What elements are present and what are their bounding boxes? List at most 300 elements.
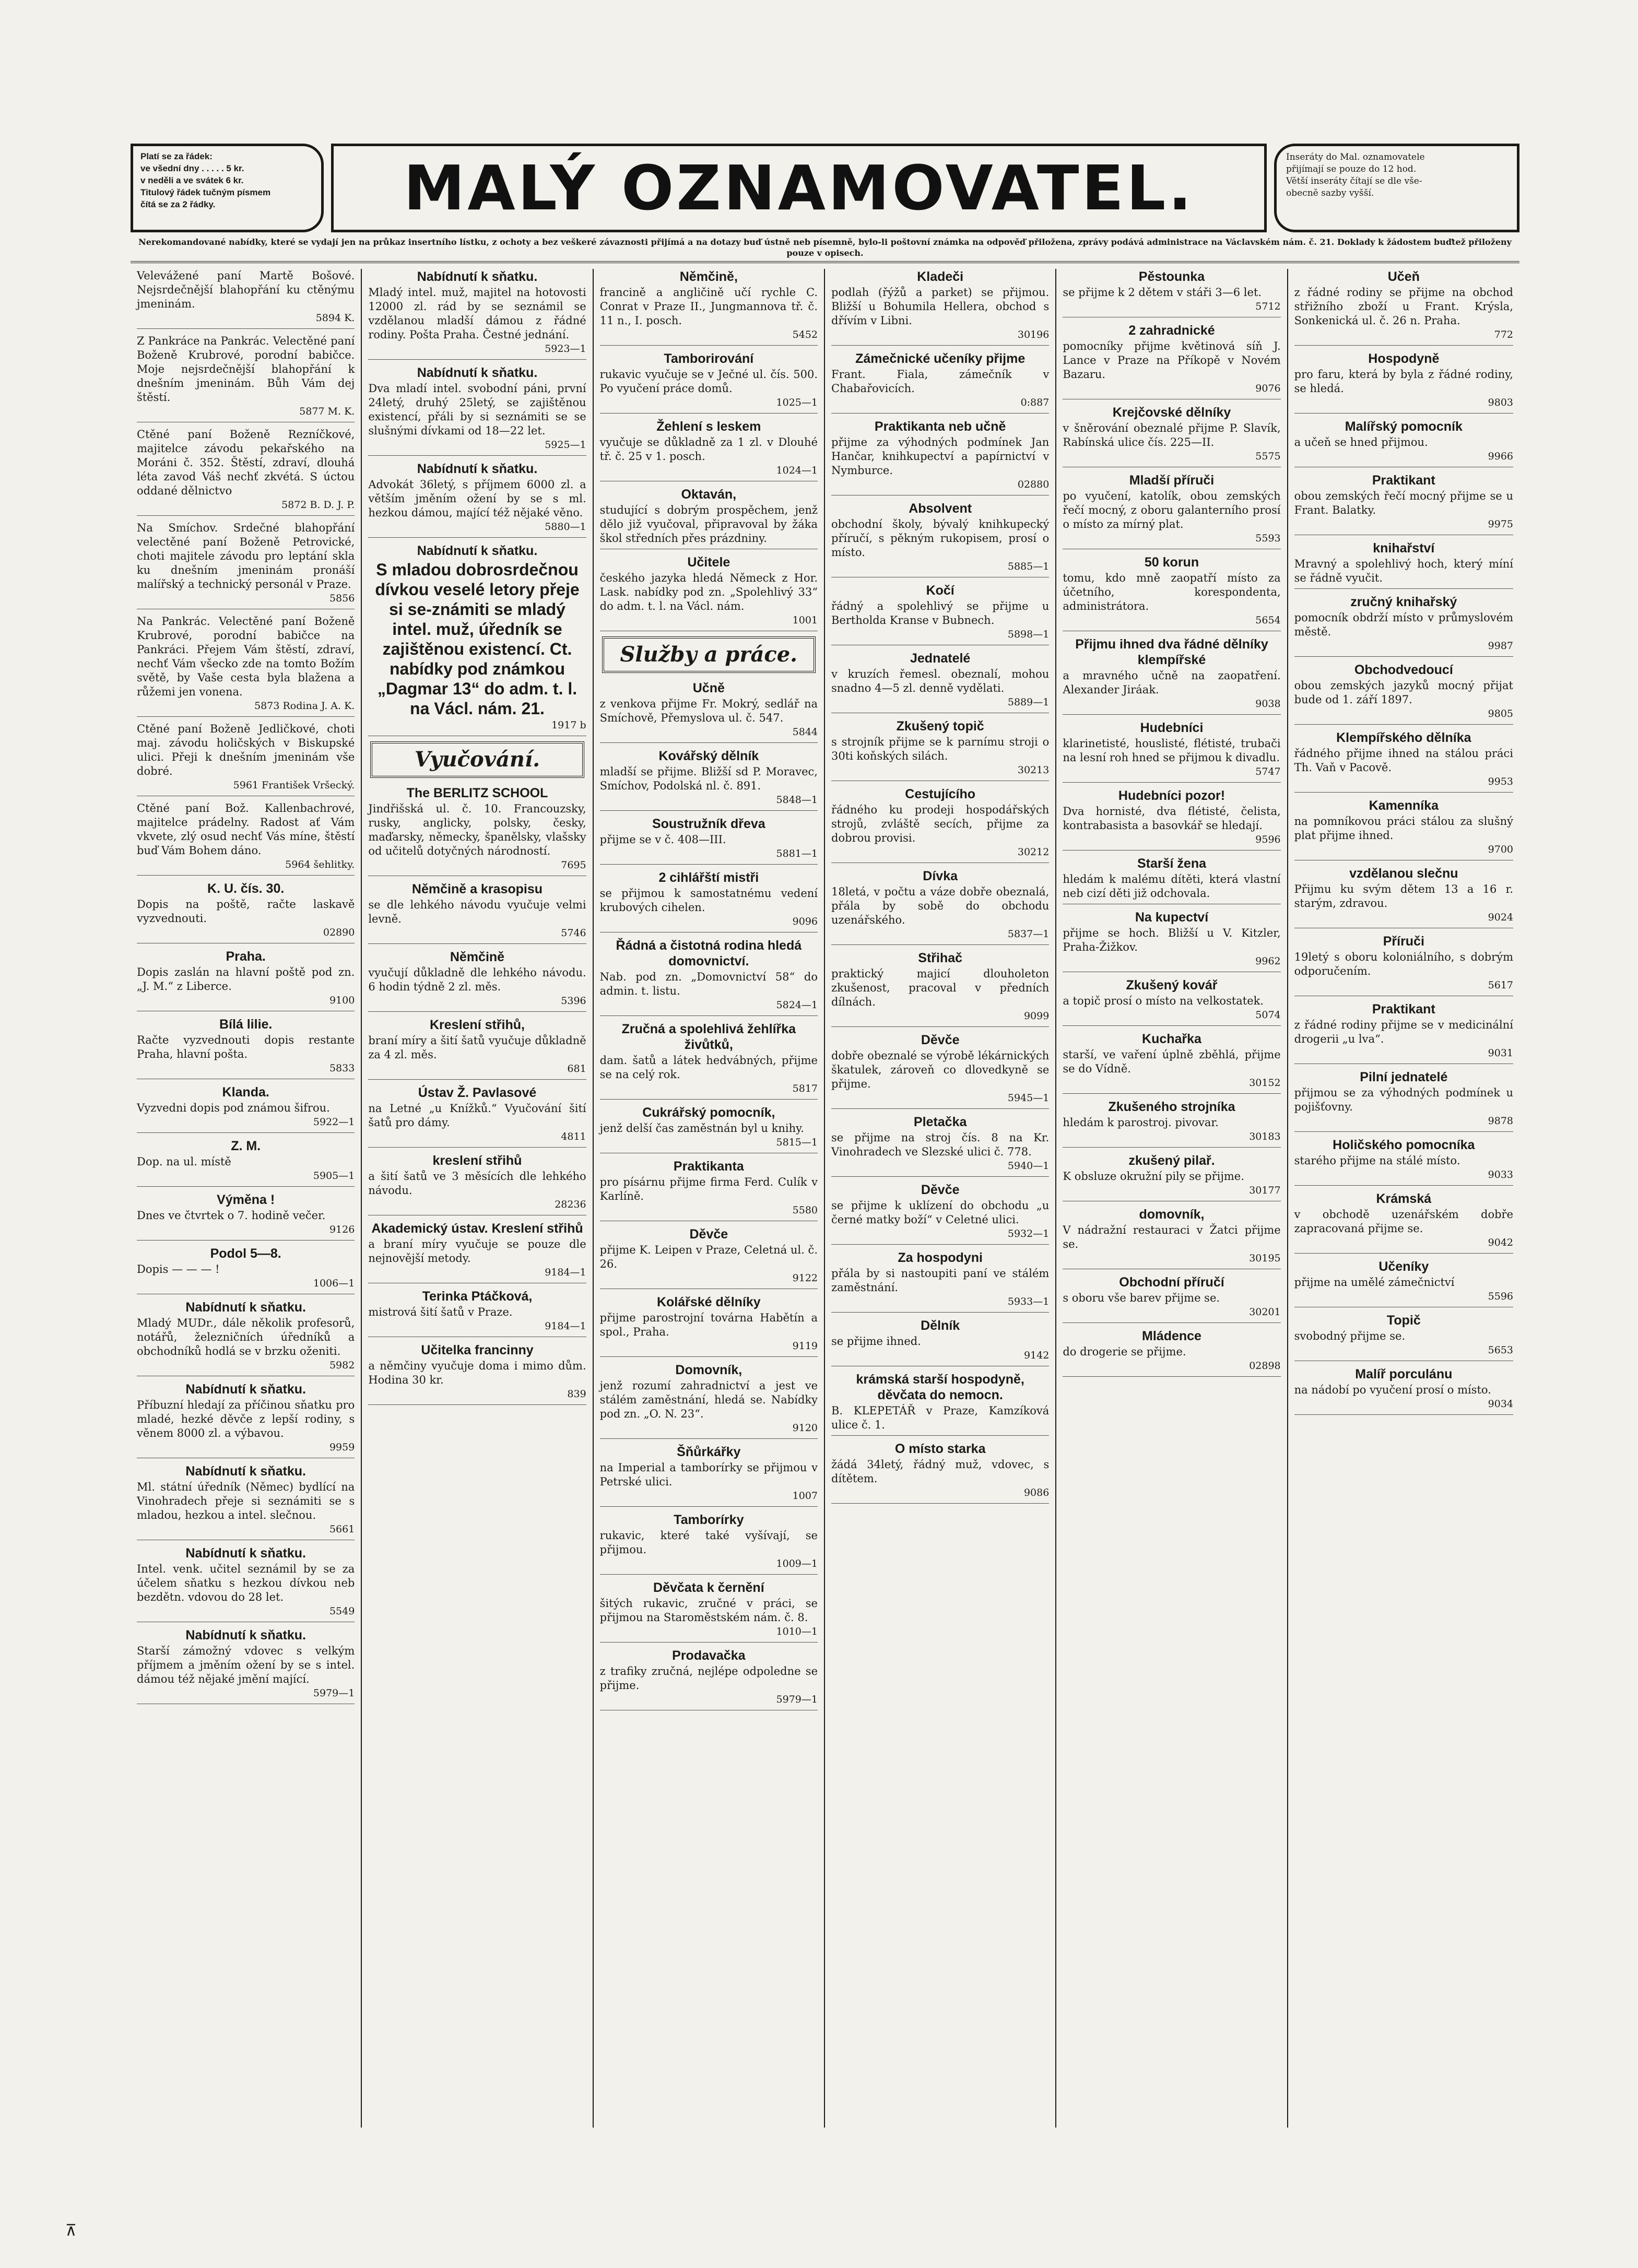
classified-ad <box>831 1182 1049 1245</box>
ad-heading: Šňůrkářky <box>677 1445 741 1459</box>
classified-ad <box>368 1017 586 1080</box>
classified-ad <box>1294 419 1513 467</box>
classified-ad <box>1063 1328 1280 1377</box>
classified-ad <box>1063 1274 1280 1323</box>
classified-ad <box>1294 1137 1513 1186</box>
ad-heading: Terinka Ptáčková, <box>422 1289 533 1304</box>
ad-heading: Dělník <box>921 1318 960 1333</box>
ad-code: 5747 <box>1255 766 1281 777</box>
ad-text: Na Pankrác. Velectěné paní Boženě Krubrové, porodní babičce na Pankráci. Přejem Vám štěstí, zdraví, nechť Vám všecko zde na tomto Božím světě, by Vaše cesta byla blažena a růžemi jen vonena. <box>137 615 355 698</box>
ad-code: 5575 <box>1255 451 1281 462</box>
classified-ad <box>1294 1191 1513 1254</box>
ad-code: 5898—1 <box>1007 629 1050 640</box>
classified-ad <box>137 521 355 609</box>
ad-text: mistrová šití šatů v Praze. <box>368 1306 513 1318</box>
classified-ad <box>831 501 1049 577</box>
ad-text: svobodný přijme se. <box>1294 1330 1406 1342</box>
ad-text: přijme parostrojní továrna Habětín a spol., Praha. <box>599 1312 818 1338</box>
ad-code: 5856 <box>329 593 355 604</box>
ad-heading: Z. M. <box>231 1139 261 1153</box>
notice-line: přijímají se pouze do 12 hod. <box>1286 164 1417 174</box>
ad-code: 9184—1 <box>545 1267 586 1278</box>
ad-code: 5961 František Vršecký. <box>233 779 355 791</box>
classified-ad <box>368 785 586 876</box>
ad-code: 30152 <box>1249 1077 1281 1089</box>
ad-heading: Nabídnutí k sňatku. <box>417 269 538 284</box>
ad-code: 9966 <box>1488 451 1513 462</box>
ad-heading: Učeníky <box>1378 1259 1429 1274</box>
classified-ad <box>1063 269 1280 317</box>
ad-heading: Zkušený topič <box>896 719 984 734</box>
ad-heading: Kočí <box>926 583 954 598</box>
classified-ad <box>1063 856 1280 904</box>
classified-ad <box>1294 866 1513 928</box>
ad-text: na nádobí po vyučení prosí o místo. <box>1294 1384 1491 1396</box>
ad-heading: Kuchařka <box>1142 1032 1201 1046</box>
ad-text: řádný a spolehlivý se přijme u Bertholda Kranse v Bubnech. <box>831 600 1050 627</box>
ad-heading: Nabídnutí k sňatku. <box>185 1628 306 1643</box>
ad-text: řádného ku prodeji hospodářských strojů, zvláště secích, přijme za dobrou provisi. <box>831 804 1050 844</box>
classified-ad <box>600 554 818 631</box>
ad-code: 5580 <box>792 1204 818 1216</box>
ad-text: Dop. na ul. místě <box>137 1155 231 1168</box>
ad-text: přijme za výhodných podmínek Jan Hančar, knihkupectví a papírnictví v Nymburce. <box>831 436 1050 477</box>
classified-ad <box>1294 1069 1513 1132</box>
ad-code: 5817 <box>792 1083 818 1094</box>
ad-heading: Výměna ! <box>217 1192 275 1207</box>
classified-ad <box>137 1017 355 1079</box>
ad-text: Nab. pod zn. „Domovnictví 58“ do admin. t. listu. <box>599 971 818 997</box>
ad-heading: Nabídnutí k sňatku. <box>417 544 538 558</box>
masthead-rule <box>131 261 1519 263</box>
ad-text: studující s dobrým prospěchem, jenž dělo již vyučoval, připravoval by žáka škol středních přes prázdniny. <box>599 504 818 545</box>
ad-code: 30212 <box>1017 846 1050 858</box>
ad-heading: Učně <box>692 681 725 695</box>
ad-heading: O místo starka <box>894 1442 986 1456</box>
page-title: MALÝ OZNAMOVATEL. <box>403 152 1195 224</box>
ad-text: a němčiny vyučuje doma i mimo dům. Hodina 30 kr. <box>368 1360 586 1386</box>
ad-text: Ctěné paní Bož. Kallenbachrové, majitelce prádelny. Radost ať Vám vkvete, zlý osud nechť Vás míne, štěstí buď Vám Bohem dáno. <box>137 802 355 857</box>
ad-code: 02898 <box>1249 1360 1281 1372</box>
ad-code: 5880—1 <box>545 521 586 533</box>
notice-line: Inseráty do Mal. oznamovatele <box>1286 152 1425 162</box>
classified-ad <box>831 1372 1049 1436</box>
classified-ad <box>1294 351 1513 414</box>
ad-heading: Nabídnutí k sňatku. <box>185 1300 306 1315</box>
ad-code: 9119 <box>792 1340 818 1352</box>
ad-heading: Nabídnutí k sňatku. <box>417 462 538 476</box>
classified-ad <box>831 1114 1049 1177</box>
ad-code: 30195 <box>1249 1253 1281 1264</box>
column-1 <box>131 269 362 2128</box>
ad-text: vyučuje se důkladně za 1 zl. v Dlouhé tř. č. 25 v 1. posch. <box>599 436 818 463</box>
ad-text: pomocníky přijme květinová síň J. Lance v Praze na Příkopě v Novém Bazaru. <box>1063 340 1281 381</box>
ad-code: 5654 <box>1255 615 1281 626</box>
ad-heading: Řádná a čistotná rodina hledá domovnictví. <box>616 938 802 968</box>
ad-heading: Topič <box>1386 1313 1421 1328</box>
ad-code: 9076 <box>1255 383 1281 394</box>
ad-text: se přijme k uklízení do obchodu „u černé matky boží“ v Celetné ulici. <box>831 1199 1050 1226</box>
ad-code: 5925—1 <box>545 439 586 451</box>
notice-line: obecně sazby vyšší. <box>1286 188 1374 198</box>
ad-text: se přijme na stroj čís. 8 na Kr. Vinohradech ve Slezské ulici č. 778. <box>831 1131 1050 1158</box>
ad-code: 9034 <box>1488 1398 1513 1410</box>
ad-text: Z Pankráce na Pankrác. Velectěné paní Boženě Krubrové, porodní babičce. Moje nejsrdečnější blahopřání k dnešním jmeninám. Bůh Vám dej štěstí. <box>137 335 355 404</box>
ad-code: 9120 <box>792 1422 818 1434</box>
ad-code: 5982 <box>329 1360 355 1371</box>
classified-ad <box>600 870 818 932</box>
ad-heading: Mládence <box>1142 1329 1201 1343</box>
classified-ad <box>137 1545 355 1622</box>
ad-code: 1006—1 <box>313 1278 355 1289</box>
ad-heading: zkušený pilař. <box>1128 1153 1215 1168</box>
ad-code: 9987 <box>1488 640 1513 652</box>
ad-heading: Nabídnutí k sňatku. <box>185 1464 306 1479</box>
ad-heading: Malířský pomocník <box>1345 419 1463 434</box>
masthead-subline: Nerekomandované nabídky, které se vydají jen na průkaz insertního lístku, z ochoty a bez veškeré závaznosti přijímá a na dotazy buď ústně neb písemně, bylo-li poštovní známka na odpověď přiložena, zprávy podává administrace na Václavském nám. č. 21. Doklady k žádostem buďtež přiloženy pouze v opisech. <box>138 237 1512 258</box>
ad-code: 9959 <box>329 1442 355 1453</box>
classified-ad <box>137 1084 355 1133</box>
classified-ad <box>1063 1099 1280 1148</box>
ad-heading: Střihač <box>918 951 963 965</box>
ad-heading: Žehlení s leskem <box>656 419 761 434</box>
classified-ad <box>1294 934 1513 996</box>
ad-heading: Děvčata k černění <box>653 1580 764 1595</box>
ad-text: z venkova přijme Fr. Mokrý, sedlář na Smíchově, Přemyslova ul. č. 547. <box>599 698 818 724</box>
ad-text: do drogerie se přijme. <box>1063 1345 1186 1358</box>
ad-heading: Obchodvedoucí <box>1354 663 1453 677</box>
ad-code: 9024 <box>1488 912 1513 923</box>
ad-heading: Zámečnické učeníky přijme <box>855 351 1026 366</box>
ad-heading: Tamborírky <box>674 1513 744 1527</box>
ad-text: jenž rozumí zahradnictví a jest ve stálém zaměstnání, hledá se. Nabídky pod zn. „O. N. 23“. <box>599 1379 818 1420</box>
classified-ad <box>137 1300 355 1376</box>
ad-text: Mladý intel. muž, majitel na hotovosti 12000 zl. rád by se seznámil se vzdělanou mladší dámou z řádné rodiny. Pošta Praha. Čestné jednání. <box>368 286 586 341</box>
classified-ad <box>831 950 1049 1027</box>
classified-ad <box>600 269 818 346</box>
ad-text: obou zemských řečí mocný přijme se u Frant. Balatky. <box>1294 490 1513 516</box>
classified-ad <box>1294 1001 1513 1064</box>
ad-code: 839 <box>567 1388 586 1400</box>
classified-ad <box>1063 323 1280 399</box>
classified-ad <box>1294 594 1513 657</box>
ad-text: Ctěné paní Boženě Rezníčkové, majitelce závodu pekařského na Moráni č. 352. Štěstí, zdraví, dlouhá léta zavod Váš nechť zkvétá. S úctou oddané dělnictvo <box>137 428 355 497</box>
classified-ad <box>831 868 1049 945</box>
classified-ad <box>137 615 355 717</box>
ad-heading: Jednatelé <box>910 651 971 666</box>
notice-line: Větší inseráty čítají se dle vše- <box>1286 176 1422 186</box>
ad-heading: Starší žena <box>1137 856 1206 871</box>
ad-code: 7695 <box>561 859 586 871</box>
classified-ad <box>137 269 355 329</box>
classified-ad <box>831 1318 1049 1366</box>
ad-text: na Letné „u Knížků.“ Vyučování šití šatů pro dámy. <box>368 1102 586 1129</box>
ad-text: se dle lehkého návodu vyučuje velmi levně. <box>368 899 586 925</box>
rates-line: v neděli a ve svátek 6 kr. <box>140 175 244 185</box>
ad-text: vyučují důkladně dle lehkého návodu. 6 hodin týdně 2 zl. měs. <box>368 966 586 993</box>
classified-ad <box>137 949 355 1011</box>
ad-text: mladší se přijme. Bližší sd P. Moravec, Smíchov, Podolská nl. č. 891. <box>599 765 818 792</box>
ad-text: z řádné rodiny přijme se v medicinální drogerii „u lva“. <box>1294 1019 1513 1045</box>
ad-code: 5979—1 <box>776 1694 818 1705</box>
classified-ad <box>1294 1366 1513 1415</box>
ad-text: Advokát 36letý, s příjmem 6000 zl. a větším jměním ožení by se s ml. hezkou dámou, mající též nějaké věno. <box>368 478 586 519</box>
classified-ad <box>600 419 818 481</box>
classified-ad <box>1063 1153 1280 1201</box>
ad-text: přijme se v č. 408—III. <box>599 833 726 846</box>
ad-text: klarinetisté, houslisté, flétisté, trubači na lesní roh hned se přijmou k divadlu. <box>1063 737 1281 764</box>
ad-heading: Hudebníci <box>1140 720 1204 735</box>
notice-box <box>1274 144 1519 232</box>
classified-ad <box>600 487 818 549</box>
ad-text: Frant. Fiala, zámečník v Chabařovicích. <box>831 368 1050 395</box>
ad-code: 9184—1 <box>545 1320 586 1332</box>
ad-text: přála by si nastoupiti paní ve stálém zaměstnání. <box>831 1267 1050 1294</box>
ad-heading: krámská starší hospodyně, děvčata do nemocn. <box>856 1372 1024 1402</box>
newspaper-page <box>131 144 1519 2128</box>
ad-code: 02880 <box>1017 479 1050 490</box>
ad-code: 5596 <box>1488 1291 1513 1302</box>
classified-ad <box>368 543 586 736</box>
ad-heading: Holičského pomocníka <box>1333 1138 1475 1152</box>
classified-ad <box>368 949 586 1012</box>
ad-text: řádného přijme ihned na stálou práci Th. Vaň v Pacově. <box>1294 747 1513 774</box>
masthead <box>131 144 1519 232</box>
ad-heading: Obchodní příručí <box>1119 1275 1224 1290</box>
classified-ad <box>137 1246 355 1294</box>
ad-code: 30177 <box>1249 1185 1281 1196</box>
ad-code: 5452 <box>792 329 818 340</box>
classified-ad <box>1063 909 1280 972</box>
ad-heading: Ústav Ž. Pavlasové <box>418 1085 537 1100</box>
ad-text: B. KLEPETÁŘ v Praze, Kamzíková ulice č. 1. <box>831 1404 1050 1431</box>
ad-text: přijme K. Leipen v Praze, Celetná ul. č. 26. <box>599 1244 818 1270</box>
ad-code: 9126 <box>329 1224 355 1235</box>
ad-text: Dopis — — — ! <box>137 1263 220 1275</box>
ad-heading: Mladší příruči <box>1129 473 1215 488</box>
ad-code: 9975 <box>1488 518 1513 530</box>
ad-code: 9042 <box>1488 1237 1513 1248</box>
ad-text: pomocník obdrží místo v průmyslovém městě. <box>1294 611 1513 638</box>
ad-text: s oboru vše barev přijme se. <box>1063 1292 1220 1304</box>
ad-code: 9033 <box>1488 1169 1513 1180</box>
ad-heading: Kolářské dělníky <box>656 1295 761 1309</box>
ad-heading: Praktikant <box>1372 1002 1435 1017</box>
ad-code: 9805 <box>1488 708 1513 719</box>
classified-ad <box>1294 269 1513 346</box>
classified-ad <box>368 1085 586 1148</box>
classified-ad <box>368 1221 586 1283</box>
ad-heading: K. U. čís. 30. <box>207 881 285 896</box>
ad-code: 5945—1 <box>1007 1092 1050 1104</box>
ad-text: rukavic, které také vyšívají, se přijmou. <box>599 1529 818 1556</box>
rates-line: Platí se za řádek: <box>140 151 213 161</box>
ad-code: 5074 <box>1255 1009 1281 1021</box>
ad-text: přijme na umělé zámečnictví <box>1294 1276 1455 1289</box>
ad-text: a učeň se hned přijmou. <box>1294 436 1428 448</box>
ad-heading: 50 korun <box>1144 555 1199 570</box>
ad-text: Příbuzní hledají za příčinou sňatku pro mladé, hezké děvče z lepší rodiny, s věnem 8000 zl. a výbavou. <box>137 1399 355 1439</box>
page-mark: ⊼ <box>65 2222 77 2240</box>
ad-text: Přijmu ku svým dětem 13 a 16 r. starým, zdravou. <box>1294 883 1513 909</box>
ad-text: Jindřišská ul. č. 10. Francouzsky, rusky, anglicky, polsky, česky, maďarsky, německy, španělsky, vlašsky od učitelů dotyčných národností. <box>368 802 586 857</box>
classified-ad <box>368 269 586 360</box>
ad-text: a topič prosí o místo na velkostatek. <box>1063 995 1264 1007</box>
ad-text: obchodní školy, bývalý knihkupecký příručí, s pěkným rukopisem, prosí o místo. <box>831 518 1050 559</box>
ad-heading: Zručná a spolehlivá žehlířka živůtků, <box>621 1022 796 1052</box>
classified-ad <box>600 938 818 1016</box>
ad-text: Mravný a spolehlivý hoch, který míní se řádně vyučit. <box>1294 558 1513 584</box>
ad-heading: kreslení střihů <box>432 1153 522 1168</box>
ad-code: 681 <box>567 1063 586 1074</box>
classified-ad <box>600 1294 818 1357</box>
rates-line: ve všední dny . . . . . 5 kr. <box>140 163 244 173</box>
ad-text: pro faru, která by byla z řádné rodiny, se hledá. <box>1294 368 1513 395</box>
ad-text: se přijme ihned. <box>831 1335 921 1348</box>
classified-ad <box>600 1159 818 1221</box>
ad-code: 5933—1 <box>1007 1296 1050 1307</box>
ad-text: v obchodě uzenářském dobře zapracovaná přijme se. <box>1294 1208 1513 1235</box>
ad-code: 30201 <box>1249 1306 1281 1318</box>
ad-text: z trafiky zručná, nejlépe odpoledne se přijme. <box>599 1665 818 1692</box>
ad-code: 1001 <box>792 615 818 626</box>
classified-ad <box>1063 554 1280 631</box>
ad-code: 5844 <box>792 726 818 738</box>
ad-text: pro písárnu přijme firma Ferd. Culík v Karlíně. <box>599 1176 818 1202</box>
ad-text: a braní míry vyučuje se pouze dle nejnovější metody. <box>368 1238 586 1265</box>
ad-heading: Praktikant <box>1372 473 1435 488</box>
classified-ad <box>831 1441 1049 1504</box>
classified-ad <box>1063 1207 1280 1269</box>
classified-ad <box>600 351 818 414</box>
ad-heading: Absolvent <box>909 501 972 516</box>
ad-code: 5396 <box>561 995 586 1007</box>
ad-code: 9596 <box>1255 834 1281 845</box>
ad-code: 5889—1 <box>1007 696 1050 708</box>
ad-code: 9142 <box>1023 1350 1050 1361</box>
ad-text: tomu, kdo mně zaopatří místo za účetního, korespondenta, administrátora. <box>1063 572 1281 612</box>
ad-heading: Přijmu ihned dva řádné dělníky klempířské <box>1075 637 1268 667</box>
classified-ad <box>137 334 355 422</box>
ad-text: hledám k malému dítěti, která vlastní neb cizí děti již odchovala. <box>1063 873 1281 900</box>
classified-ad <box>368 1289 586 1337</box>
ad-code: 9122 <box>792 1272 818 1284</box>
ad-text: přijmou se za výhodných podmínek u pojišťovny. <box>1294 1086 1513 1113</box>
ad-code: 9100 <box>329 995 355 1006</box>
ad-code: 5885—1 <box>1007 561 1050 572</box>
ad-text: 18letá, v počtu a váze dobře obeznalá, přála by sobě do obchodu uzenářského. <box>831 885 1050 926</box>
ad-heading: Nabídnutí k sňatku. <box>185 1546 306 1561</box>
ad-code: 0:887 <box>1020 397 1050 408</box>
title-box <box>331 144 1267 232</box>
ad-heading: Učitele <box>687 555 730 570</box>
ad-heading: Podol 5—8. <box>210 1246 281 1261</box>
ad-text: V nádražní restauraci v Žatci přijme se. <box>1063 1224 1281 1250</box>
ad-heading: Domovník, <box>675 1363 743 1377</box>
ad-text: praktický majicí dlouholeton zkušenost, pracoval v předních dílnách. <box>831 967 1050 1008</box>
ad-text: v šněrování obeznalé přijme P. Slavík, Rabínská ulice čís. 225—II. <box>1063 422 1281 448</box>
ad-code: 9700 <box>1488 844 1513 855</box>
ad-heading: knihařství <box>1373 541 1435 556</box>
ad-code: 5549 <box>329 1605 355 1617</box>
ad-text: dam. šatů a látek hedvábných, přijme se na celý rok. <box>599 1054 818 1081</box>
classified-ad <box>1063 636 1280 715</box>
ad-code: 5617 <box>1488 979 1513 991</box>
ad-text: 19letý s oboru koloniálního, s dobrým odporučením. <box>1294 951 1513 977</box>
ad-code: 5746 <box>561 927 586 939</box>
ad-text: Ctěné paní Boženě Jedličkové, choti maj. závodu holičských v Biskupské ulici. Přeji k dnešním jmeninám vše dobré. <box>137 723 355 777</box>
column-6 <box>1288 269 1519 2128</box>
classified-ad <box>137 1192 355 1241</box>
ad-heading: Cukrářský pomocník, <box>642 1105 775 1120</box>
ad-code: 28236 <box>555 1199 586 1210</box>
ad-text: po vyučení, katolík, obou zemských řečí mocný, z oboru galanterního prosí o místo za mírný plat. <box>1063 490 1281 530</box>
ad-text: Dopis na poště, račte laskavě vyzvednouti. <box>137 898 355 925</box>
ad-heading: Děvče <box>921 1183 960 1197</box>
ad-text: v kruzích řemesl. obeznalí, mohou snadno 4—5 zl. denně vydělati. <box>831 668 1050 694</box>
ad-heading: Cestujícího <box>905 787 976 801</box>
ad-text: a mravného učně na zaopatření. Alexander Jiráak. <box>1063 669 1281 696</box>
ad-heading: Hudebníci pozor! <box>1118 788 1225 803</box>
ad-heading: Klempířského dělníka <box>1336 730 1471 745</box>
ad-bold-text: S mladou dobrosrdečnou dívkou veselé letory přeje si se-známiti se mladý intel. muž, úředník se zajištěnou existencí. Ct. nabídky pod známkou „Dagmar 13“ do adm. t. l. na Václ. nám. 21. <box>375 560 580 718</box>
classified-ad <box>1063 473 1280 549</box>
ad-code: 5894 K. <box>315 312 355 324</box>
ad-code: 5815—1 <box>776 1137 818 1148</box>
classified-ad <box>137 1627 355 1704</box>
ad-heading: Němčině <box>450 950 505 964</box>
ad-code: 9086 <box>1023 1487 1050 1498</box>
ad-heading: Oktaván, <box>681 487 737 502</box>
classified-ad <box>137 1381 355 1458</box>
classified-ad <box>600 1105 818 1153</box>
classified-ad <box>1063 405 1280 467</box>
ad-heading: Kamenníka <box>1369 798 1439 813</box>
ad-text: na Imperial a tamborírky se přijmou v Petrské ulici. <box>599 1461 818 1488</box>
classified-ad <box>600 1021 818 1100</box>
column-5 <box>1056 269 1288 2128</box>
ad-text: Na Smíchov. Srdečné blahopřání velectěné paní Boženě Petrovické, choti majitele závodu pro leptání skla ku dnešním jmeninám pronáší malířský a technický personál v Praze. <box>137 522 355 590</box>
ad-code: 9038 <box>1255 698 1281 710</box>
classified-ad <box>368 365 586 456</box>
ad-code: 1025—1 <box>776 397 818 408</box>
ad-heading: Pěstounka <box>1138 269 1205 284</box>
ad-code: 5940—1 <box>1007 1160 1050 1172</box>
ad-code: 02890 <box>323 927 355 938</box>
ad-text: žádá 34letý, řádný muž, vdovec, s dítětem. <box>831 1458 1050 1485</box>
rates-line: Titulový řádek tučným písmem <box>140 187 271 197</box>
ad-columns <box>131 269 1519 2128</box>
ad-code: 5848—1 <box>776 794 818 806</box>
ad-heading: Praha. <box>226 949 266 964</box>
column-3 <box>594 269 825 2128</box>
ad-text: šitých rukavic, zručné v práci, se přijmou na Staroměstském nám. č. 8. <box>599 1597 818 1624</box>
ad-heading: Děvče <box>689 1227 728 1242</box>
classified-ad <box>1294 1313 1513 1361</box>
ad-text: K obsluze okružní pily se přijme. <box>1063 1170 1244 1183</box>
ad-heading: Učitelka francinny <box>421 1343 534 1357</box>
ad-heading: Pilní jednatelé <box>1360 1070 1448 1084</box>
ad-text: Dva mladí intel. svobodní páni, první 24letý, druhý 25letý, se zajištěnou existencí, přáli by si seznámiti se se slušnými dívkami od 18—22 let. <box>368 382 586 437</box>
classified-ad <box>1063 1031 1280 1094</box>
classified-ad <box>831 1032 1049 1109</box>
classified-ad <box>137 722 355 796</box>
classified-ad <box>368 461 586 538</box>
ad-code: 5964 šehlitky. <box>285 859 355 870</box>
section-heading: Služby a práce. <box>602 636 816 673</box>
classified-ad <box>831 269 1049 346</box>
ad-text: dobře obeznalé se výrobě lékárnických škatulek, zároveň co dlovedkyně se přijme. <box>831 1049 1050 1090</box>
